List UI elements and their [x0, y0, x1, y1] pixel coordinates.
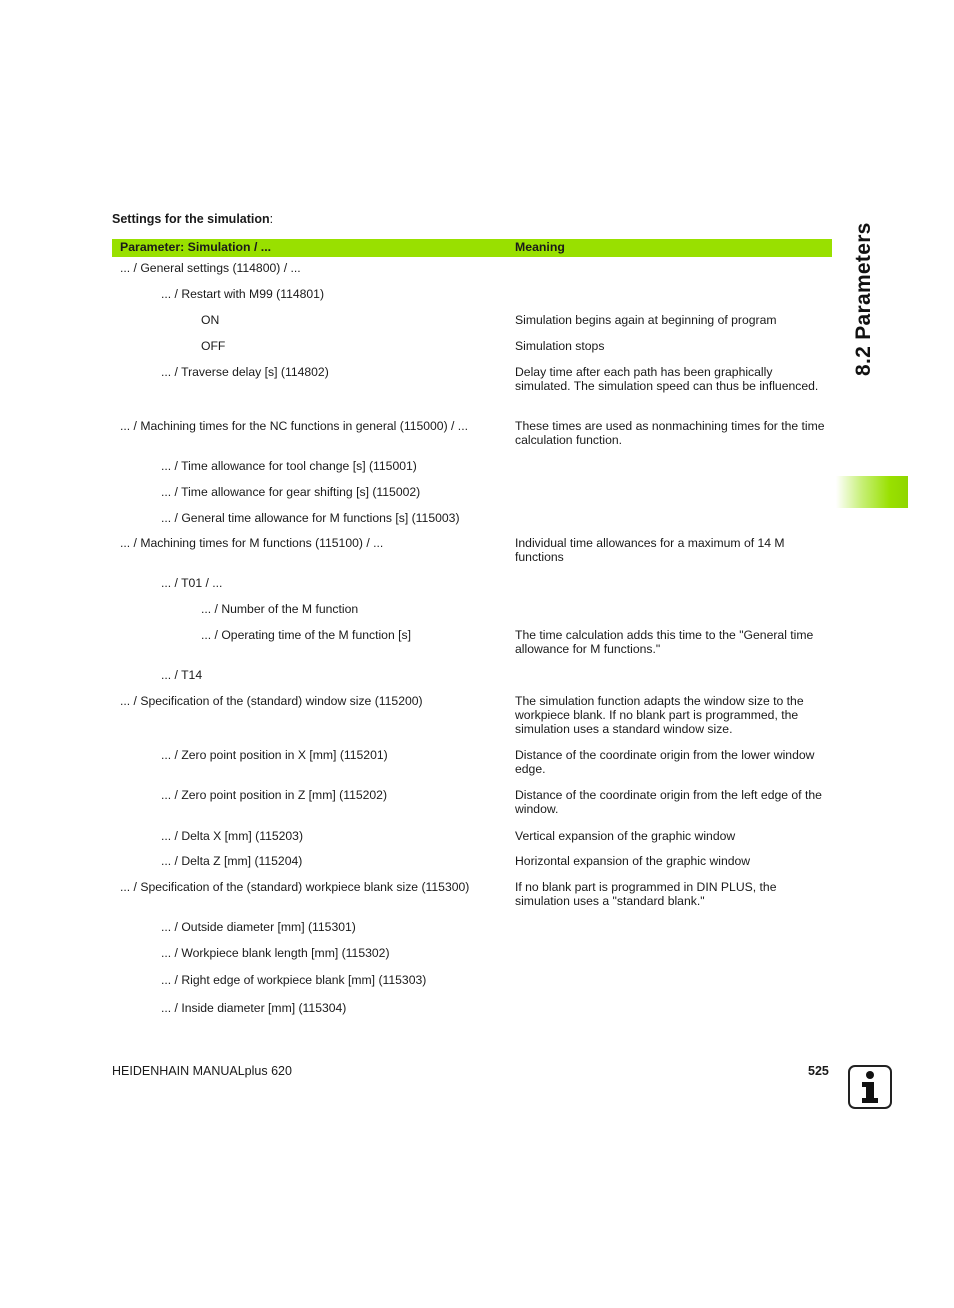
param-cell: ... / Operating time of the M function [s]: [201, 628, 411, 642]
param-cell: ... / Delta X [mm] (115203): [161, 829, 304, 843]
param-cell: ... / Outside diameter [mm] (115301): [161, 920, 356, 934]
param-cell: ... / General settings (114800) / ...: [120, 261, 301, 275]
meaning-cell: Distance of the coordinate origin from the lower window edge.: [515, 748, 815, 776]
param-cell: OFF: [201, 339, 226, 353]
param-cell: ... / Traverse delay [s] (114802): [161, 365, 329, 379]
section-heading: [112, 212, 273, 226]
param-cell: ... / Time allowance for tool change [s] (115001): [161, 459, 417, 473]
param-cell: ON: [201, 313, 220, 327]
param-cell: ... / General time allowance for M functions [s] (115003): [161, 511, 460, 525]
section-heading-bold: Settings for the simulation: [112, 212, 270, 226]
meaning-cell: Horizontal expansion of the graphic window: [515, 854, 751, 868]
meaning-cell: Distance of the coordinate origin from the left edge of the window.: [515, 788, 822, 816]
param-cell: ... / Zero point position in X [mm] (115201): [161, 748, 388, 762]
meaning-cell: Simulation begins again at beginning of program: [515, 313, 777, 327]
param-cell: ... / Number of the M function: [201, 602, 359, 616]
param-cell: ... / Specification of the (standard) window size (115200): [120, 694, 423, 708]
param-cell: ... / Inside diameter [mm] (115304): [161, 1001, 347, 1015]
footer-product: HEIDENHAIN MANUALplus 620: [112, 1064, 292, 1078]
chapter-side-title: 8.2 Parameters: [852, 222, 875, 376]
table-header: [112, 239, 832, 257]
param-cell: ... / Right edge of workpiece blank [mm] (115303): [161, 973, 427, 987]
meaning-cell: The time calculation adds this time to the "General time allowance for M functions.": [515, 628, 814, 656]
meaning-cell: Vertical expansion of the graphic window: [515, 829, 736, 843]
meaning-cell: If no blank part is programmed in DIN PLUS, the simulation uses a "standard blank.": [515, 880, 777, 908]
chapter-tab: [836, 476, 908, 508]
param-cell: ... / Time allowance for gear shifting [s] (115002): [161, 485, 421, 499]
meaning-cell: Simulation stops: [515, 339, 605, 353]
param-cell: ... / Specification of the (standard) workpiece blank size (115300): [120, 880, 470, 894]
param-cell: ... / Delta Z [mm] (115204): [161, 854, 303, 868]
info-icon: [848, 1065, 892, 1109]
header-meaning: Meaning: [515, 240, 565, 254]
param-cell: ... / Machining times for the NC functions in general (115000) / ...: [120, 419, 468, 433]
info-glyph: [855, 1070, 885, 1104]
header-parameter: Parameter: Simulation / ...: [120, 240, 272, 254]
meaning-cell: Delay time after each path has been graphically simulated. The simulation speed can thus be influenced.: [515, 365, 819, 393]
param-cell: ... / T01 / ...: [161, 576, 223, 590]
param-cell: ... / Restart with M99 (114801): [161, 287, 325, 301]
meaning-cell: The simulation function adapts the window size to the workpiece blank. If no blank part is programmed, the simulation uses a standard window size.: [515, 694, 804, 736]
param-cell: ... / T14: [161, 668, 203, 682]
param-cell: ... / Machining times for M functions (115100) / ...: [120, 536, 384, 550]
param-cell: ... / Workpiece blank length [mm] (115302): [161, 946, 390, 960]
param-cell: ... / Zero point position in Z [mm] (115202): [161, 788, 388, 802]
page-number: 525: [808, 1064, 829, 1078]
meaning-cell: Individual time allowances for a maximum of 14 M functions: [515, 536, 785, 564]
section-heading-colon: :: [269, 212, 274, 226]
meaning-cell: These times are used as nonmachining times for the time calculation function.: [515, 419, 825, 447]
